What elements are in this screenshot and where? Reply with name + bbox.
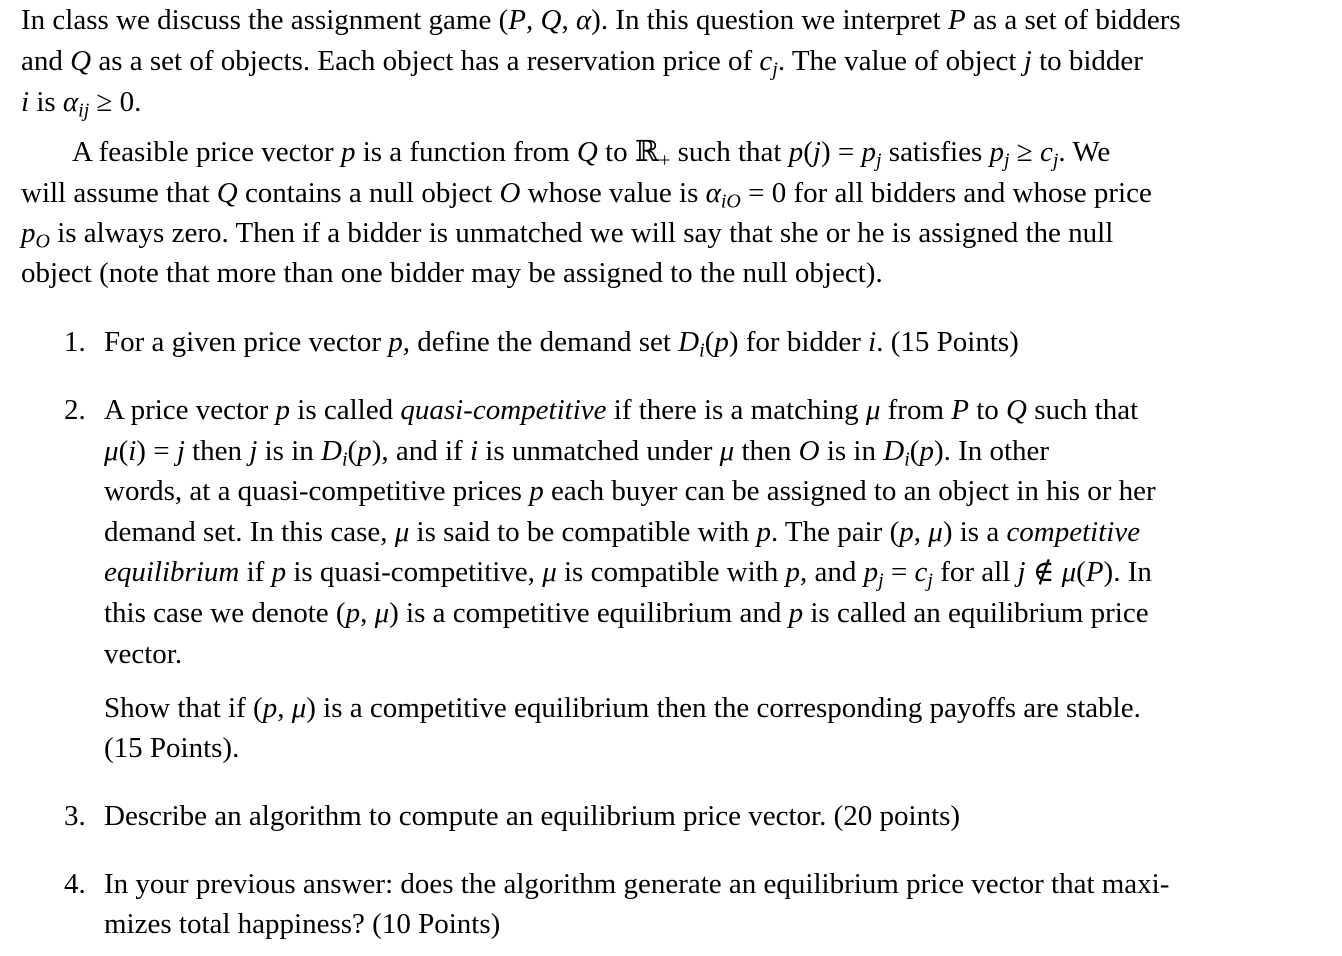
item-4-line-1: In your previous answer: does the algorithm generate an equilibrium price vector that maxi- [104, 868, 1170, 900]
item-1-number: 1. [64, 326, 86, 358]
item-2-line-2: μ(i) = j then j is in $D_i(p)$, and if i is unmatched under μ then O is in $D_i(p)$. In other [104, 435, 1050, 471]
item-2-line-5: equilibrium if p is quasi-competitive, μ is compatible with p, and $p_j = c_j$ for all j ∉ μ(P). In [104, 556, 1152, 592]
intro-line-1: In class we discuss the assignment game (P, Q, α). In this question we interpret P as a set of bidders [21, 4, 1181, 36]
item-4-number: 4. [64, 868, 86, 900]
item-2-line-6: this case we denote (p, μ) is a competitive equilibrium and p is called an equilibrium price [104, 597, 1149, 629]
intro-line-3: i is $\alpha_{ij} \ge 0$. [21, 86, 142, 122]
item-3-number: 3. [64, 800, 86, 832]
para2-line-2: will assume that Q contains a null object O whose value is $\alpha_{iO} = 0$ for all bidders and whose price [21, 177, 1152, 213]
item-2-line-3: words, at a quasi-competitive prices p each buyer can be assigned to an object in his or her [104, 475, 1156, 507]
item-1-text: For a given price vector p, define the demand set $D_i(p)$ for bidder i. (15 Points) [104, 326, 1019, 362]
item-4-line-2: mizes total happiness? (10 Points) [104, 908, 501, 940]
item-2-number: 2. [64, 394, 86, 426]
para2-line-4: object (note that more than one bidder may be assigned to the null object). [21, 257, 883, 289]
item-3-text: Describe an algorithm to compute an equilibrium price vector. (20 points) [104, 800, 961, 832]
item-2-line-4: demand set. In this case, μ is said to be compatible with p. The pair (p, μ) is a competitive [104, 516, 1141, 548]
item-2-line-7: vector. [104, 638, 183, 670]
intro-line-2: and Q as a set of objects. Each object has a reservation price of $c_j$. The value of object j to bidder [21, 45, 1143, 81]
item-2-show-line-2: (15 Points). [104, 732, 240, 764]
item-2-show-line-1: Show that if (p, μ) is a competitive equilibrium then the corresponding payoffs are stable. [104, 692, 1141, 724]
para2-line-3: $p_O$ is always zero. Then if a bidder is unmatched we will say that she or he is assigned the null [21, 217, 1114, 253]
item-2-line-1: A price vector p is called quasi-competitive if there is a matching μ from P to Q such that [104, 394, 1139, 426]
para2-line-1: A feasible price vector p is a function from Q to ℝ$_+$ such that $p(j) = p_j$ satisfies $p_j \ge c_j$. We [72, 136, 1111, 172]
